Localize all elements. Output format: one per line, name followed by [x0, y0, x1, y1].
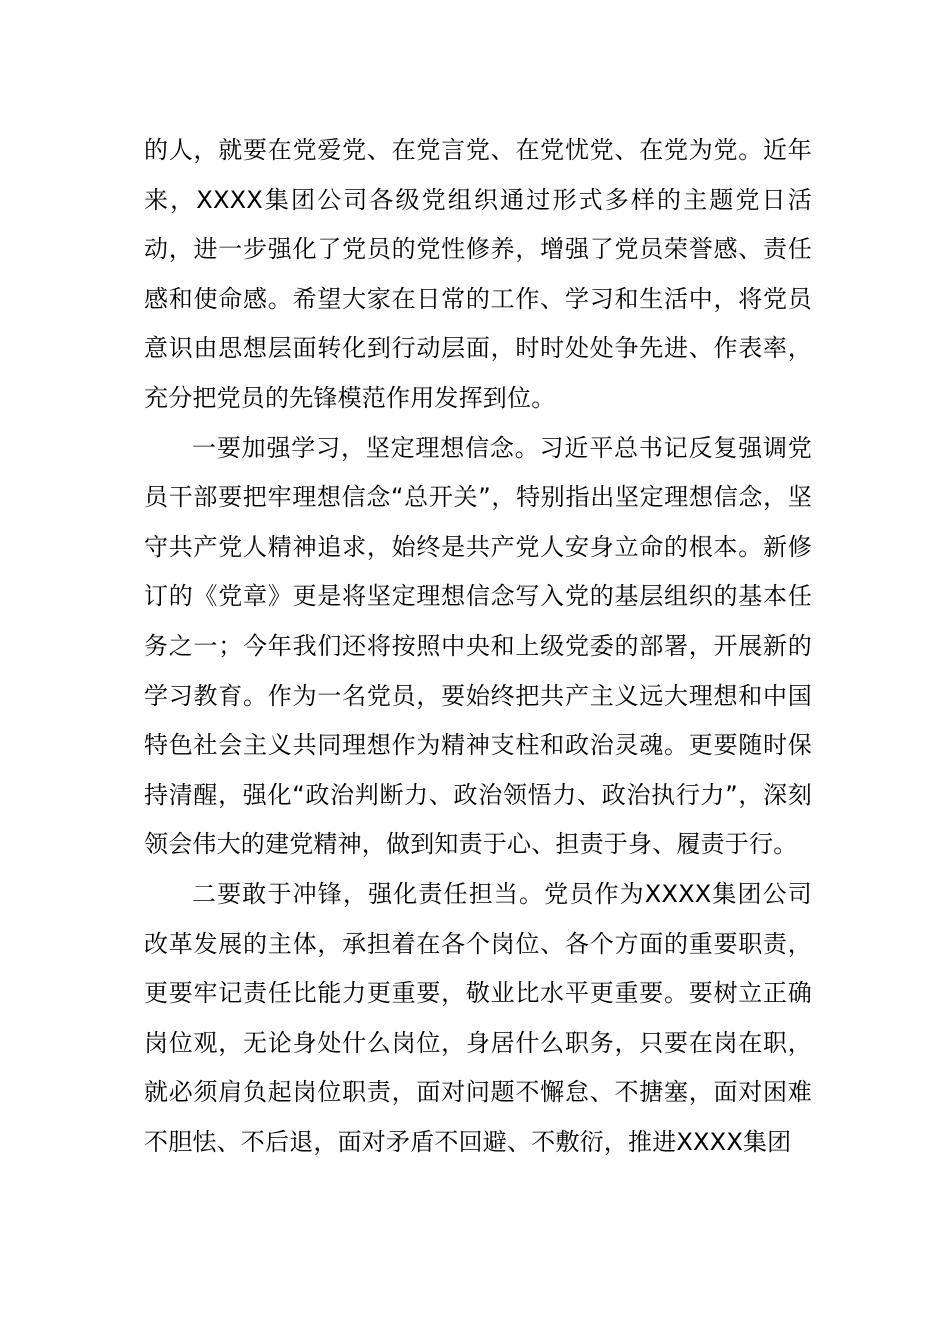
- paragraph-3: 二要敢于冲锋，强化责任担当。党员作为XXXX集团公司改革发展的主体，承担着在各个岗位、各个方面的重要职责，更要牢记责任比能力更重要，敬业比水平更重要。要树立正确岗位观，无论身处什么岗位，身居什么职务，只要在岗在职，就必须肩负起岗位职责，面对问题不懈怠、不搪塞，面对困难不胆怯、不后退，面对矛盾不回避、不敷衍，推进XXXX集团: [144, 879, 812, 1156]
- document-body: [144, 126, 812, 1167]
- paragraph-2: 一要加强学习，坚定理想信念。习近平总书记反复强调党员干部要把牢理想信念“总开关”，特别指出坚定理想信念，坚守共产党人精神追求，始终是共产党人安身立命的根本。新修订的《党章》更是将坚定理想信念写入党的基层组织的基本任务之一；今年我们还将按照中央和上级党委的部署，开展新的学习教育。作为一名党员，要始终把共产主义远大理想和中国特色社会主义共同理想作为精神支柱和政治灵魂。更要随时保持清醒，强化“政治判断力、政治领悟力、政治执行力”，深刻领会伟大的建党精神，做到知责于心、担责于身、履责于行。: [144, 433, 812, 859]
- paragraph-1: 的人，就要在党爱党、在党言党、在党忧党、在党为党。近年来，XXXX集团公司各级党组织通过形式多样的主题党日活动，进一步强化了党员的党性修养，增强了党员荣誉感、责任感和使命感。希望大家在日常的工作、学习和生活中，将党员意识由思想层面转化到行动层面，时时处处争先进、作表率，充分把党员的先锋模范作用发挥到位。: [144, 136, 812, 412]
